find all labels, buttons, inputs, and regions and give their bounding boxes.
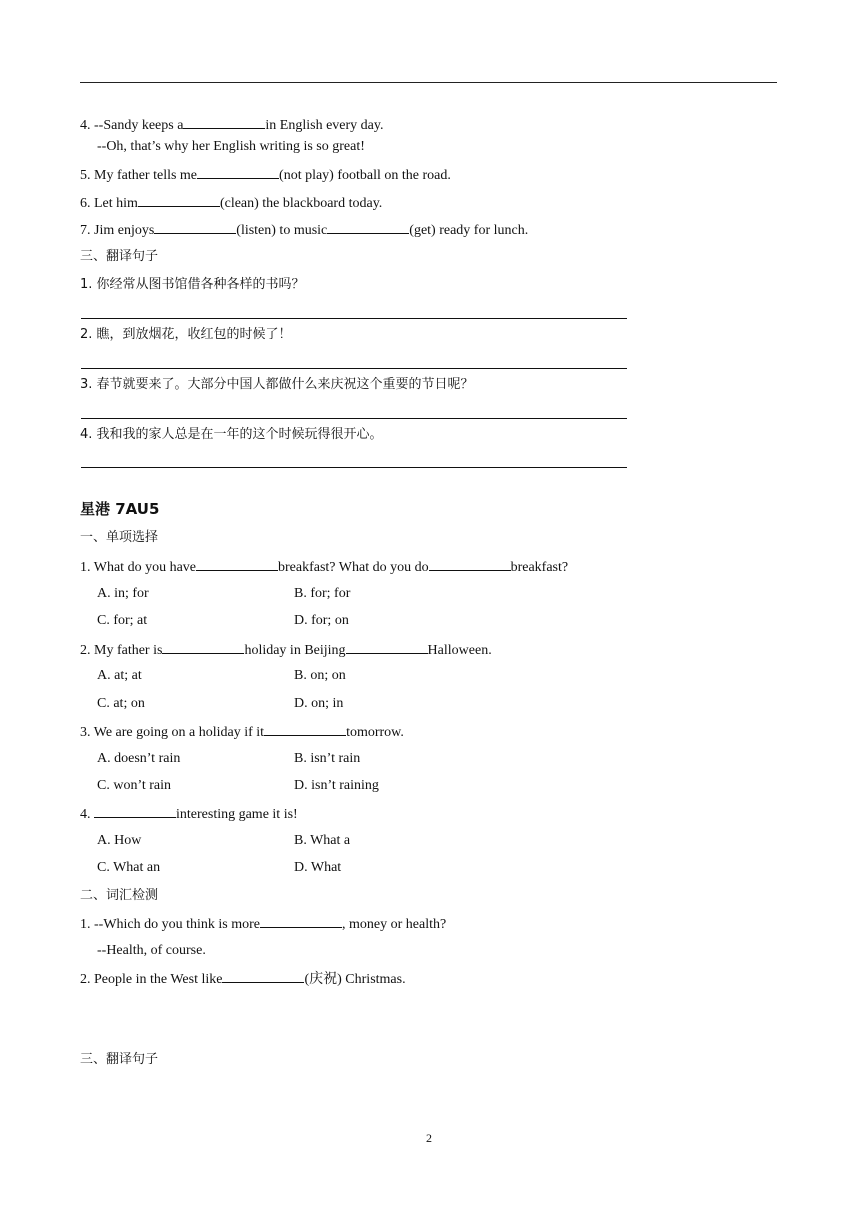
option-b[interactable]: B. on; on xyxy=(294,668,346,683)
question-text: 4. xyxy=(80,807,94,822)
answer-line[interactable] xyxy=(81,467,627,468)
question-text: 4. --Sandy keeps a xyxy=(80,118,184,133)
option-a[interactable]: A. in; for xyxy=(97,586,149,601)
question-text: 5. My father tells me xyxy=(80,168,198,183)
question-text: (get) ready for lunch. xyxy=(409,223,529,238)
answer-blank[interactable] xyxy=(138,193,220,207)
translate-item-4: 4. 我和我的家人总是在一年的这个时候玩得很开心。 xyxy=(80,427,383,442)
question-text: 1. What do you have xyxy=(80,560,196,575)
option-c[interactable]: C. What an xyxy=(97,860,161,875)
option-d[interactable]: D. What xyxy=(294,860,342,875)
question-text: 3. We are going on a holiday if it xyxy=(80,725,265,740)
answer-line[interactable] xyxy=(81,418,627,419)
mc-question-4 xyxy=(80,804,298,824)
option-c[interactable]: C. for; at xyxy=(97,613,148,628)
mc-question-1 xyxy=(80,557,568,577)
option-a[interactable]: A. doesn’t rain xyxy=(97,751,181,766)
option-b[interactable]: B. isn’t rain xyxy=(294,751,361,766)
question-text: (庆祝) Christmas. xyxy=(304,972,406,987)
answer-blank[interactable] xyxy=(162,640,244,654)
option-b[interactable]: B. for; for xyxy=(294,586,351,601)
answer-blank[interactable] xyxy=(346,640,428,654)
option-c[interactable]: C. at; on xyxy=(97,696,145,711)
answer-blank[interactable] xyxy=(264,722,346,736)
question-text: holiday in Beijing xyxy=(244,643,346,658)
option-a[interactable]: A. at; at xyxy=(97,668,142,683)
translate-item-1: 1. 你经常从图书馆借各种各样的书吗？ xyxy=(80,277,305,292)
question-text: interesting game it is! xyxy=(176,807,298,822)
answer-blank[interactable] xyxy=(429,557,511,571)
question-text: 6. Let him xyxy=(80,196,138,211)
question-6 xyxy=(80,193,382,213)
option-d[interactable]: D. isn’t raining xyxy=(294,778,379,793)
option-c[interactable]: C. won’t rain xyxy=(97,778,172,793)
section-heading-multiple-choice: 一、单项选择 xyxy=(80,530,159,545)
question-4-reply xyxy=(97,138,365,156)
option-a[interactable]: A. How xyxy=(97,833,142,848)
unit-title: 星港 7AU5 xyxy=(80,500,160,518)
question-text: --Oh, that’s why her English writing is so great! xyxy=(97,139,365,154)
question-text: in English every day. xyxy=(265,118,384,133)
answer-blank[interactable] xyxy=(94,804,176,818)
answer-blank[interactable] xyxy=(260,914,342,928)
answer-blank[interactable] xyxy=(222,969,304,983)
question-text: Halloween. xyxy=(427,643,492,658)
section-heading-translate: 三、翻译句子 xyxy=(80,249,159,264)
translate-item-3: 3. 春节就要来了。大部分中国人都做什么来庆祝这个重要的节日呢？ xyxy=(80,377,474,392)
question-text: 1. --Which do you think is more xyxy=(80,917,261,932)
answer-blank[interactable] xyxy=(183,115,265,129)
question-text: breakfast? What do you do xyxy=(278,560,429,575)
answer-blank[interactable] xyxy=(196,557,278,571)
option-b[interactable]: B. What a xyxy=(294,833,351,848)
question-7 xyxy=(80,220,528,240)
question-text: (clean) the blackboard today. xyxy=(219,196,383,211)
section-heading-translate-2: 三、翻译句子 xyxy=(80,1052,159,1067)
option-d[interactable]: D. for; on xyxy=(294,613,349,628)
answer-blank[interactable] xyxy=(327,220,409,234)
vocab-question-2 xyxy=(80,969,406,989)
question-text: breakfast? xyxy=(510,560,569,575)
translate-item-2: 2. 瞧，到放烟花，收红包的时候了！ xyxy=(80,327,292,342)
answer-blank[interactable] xyxy=(154,220,236,234)
answer-line[interactable] xyxy=(81,368,627,369)
vocab-question-1-reply: --Health, of course. xyxy=(97,943,206,958)
mc-question-2 xyxy=(80,640,492,660)
question-text: 7. Jim enjoys xyxy=(80,223,155,238)
question-4 xyxy=(80,115,384,135)
question-text: (listen) to music xyxy=(236,223,328,238)
question-text: 2. My father is xyxy=(80,643,163,658)
section-heading-vocabulary: 二、词汇检测 xyxy=(80,888,159,903)
vocab-question-1 xyxy=(80,914,446,934)
question-text: tomorrow. xyxy=(346,725,404,740)
option-d[interactable]: D. on; in xyxy=(294,696,344,711)
header-rule xyxy=(80,82,777,83)
mc-question-3 xyxy=(80,722,404,742)
answer-blank[interactable] xyxy=(197,165,279,179)
question-text: (not play) football on the road. xyxy=(279,168,451,183)
question-text: , money or health? xyxy=(342,917,447,932)
answer-line[interactable] xyxy=(81,318,627,319)
question-text: 2. People in the West like xyxy=(80,972,223,987)
page-number: 2 xyxy=(426,1131,432,1145)
question-5 xyxy=(80,165,451,185)
